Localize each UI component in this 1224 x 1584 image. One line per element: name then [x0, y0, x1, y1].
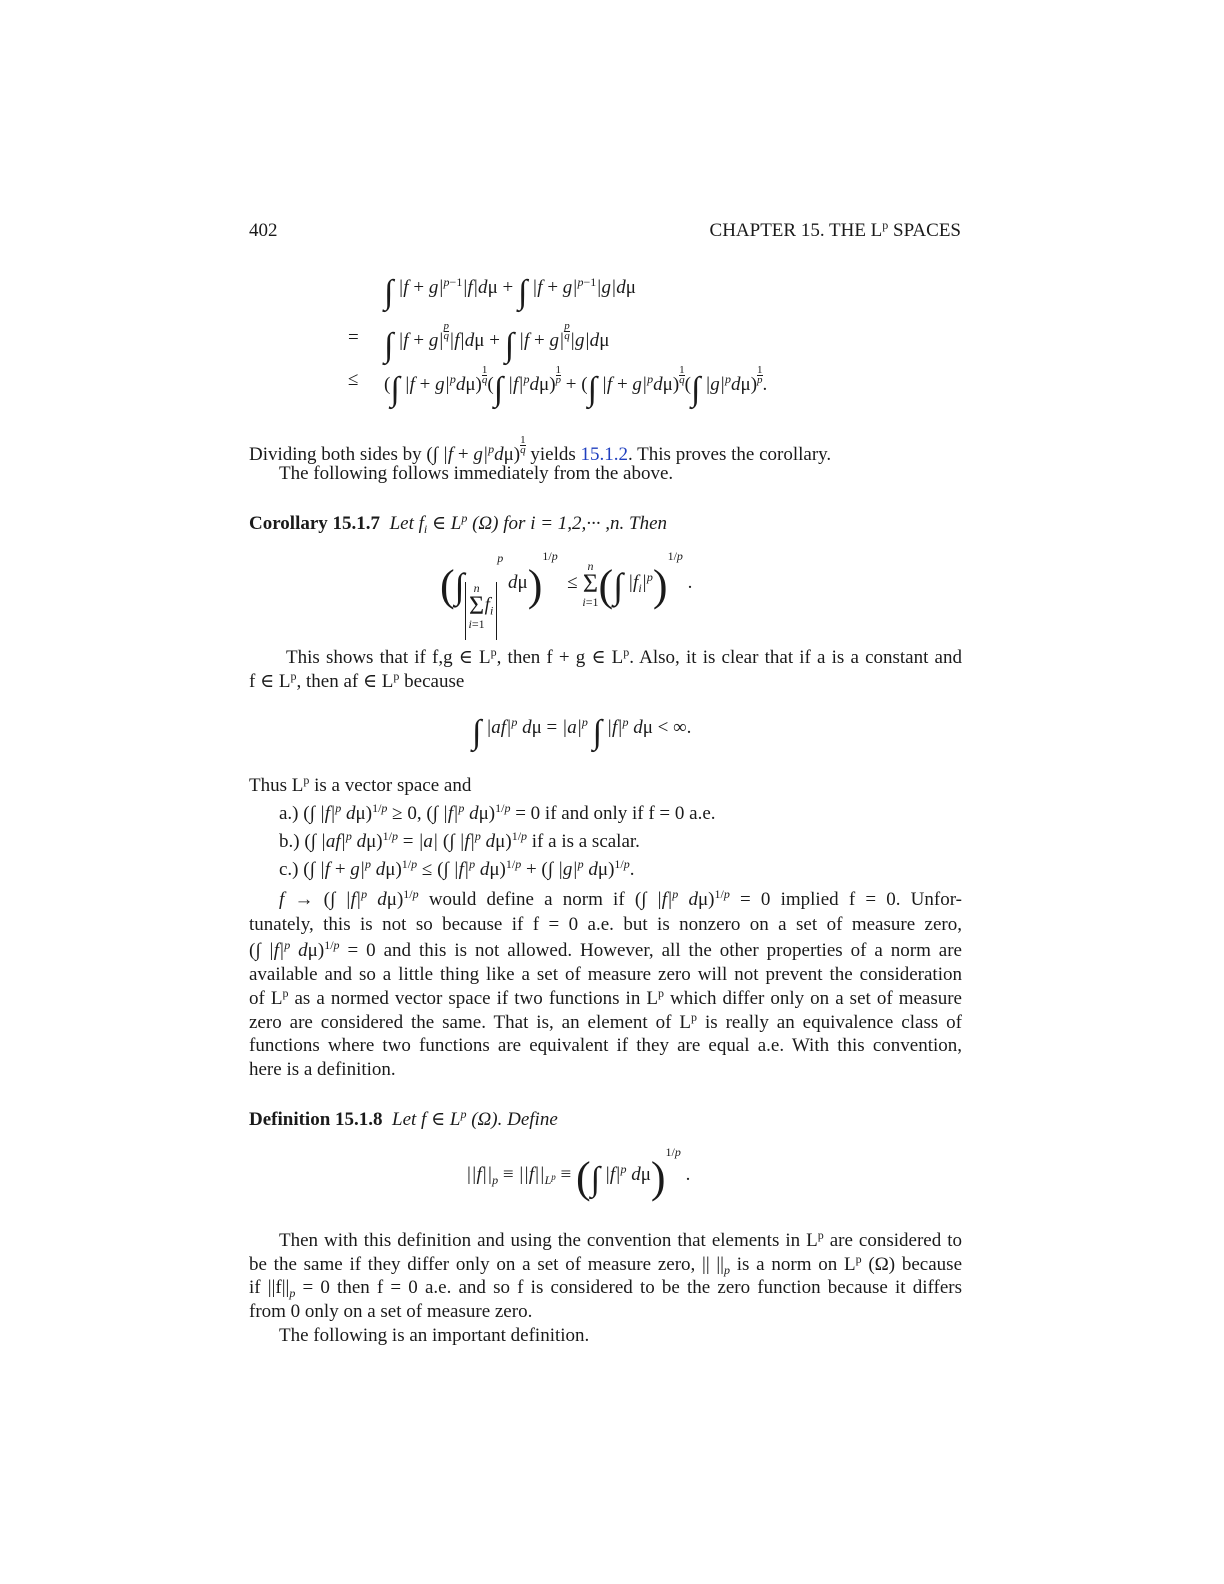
- scalar-integral-equation: ∫ $|af|^p$ $d\mu = |a|^p$ ∫ $|f|^p$ dμ < ∞.: [472, 714, 692, 751]
- paragraph-then-l4: from 0 only on a set of measure zero.: [249, 1301, 533, 1322]
- chapter-title-sup: p: [882, 218, 889, 232]
- page-number: 402: [249, 220, 278, 241]
- equation-line-3: ≤ (∫ $|f + g|^pd\mu$) $\frac{1}{q}$ (∫ $|f|^pd\mu$) $\frac{1}{p}$ + (∫ $|f + g|^pd\mu$) $\frac{1}{q}$ (∫ $|g|^pd\mu$) $\frac{1}{p}$ .: [348, 364, 768, 408]
- paragraph-norm-l7: functions where two functions are equivalent if they are equal a.e. With this convention,: [249, 1035, 962, 1056]
- equation-line-2: = ∫ |f + g| $\frac{p}{q}$ |f|dμ + ∫ |f + g| $\frac{p}{q}$ |g|dμ: [348, 320, 610, 364]
- paragraph-norm-l8: here is a definition.: [249, 1059, 396, 1080]
- paragraph-norm-l3: (∫ $|f|^p$ dμ)$^{1/p}$ = 0 and this is not allowed. However, all the other properties of a norm are: [249, 938, 962, 961]
- paragraph-then-l3: if $||f||_p = 0$ then f = 0 a.e. and so f is considered to be the zero function because it differs: [249, 1277, 963, 1300]
- paragraph-dividing: Dividing both sides by (∫ $|f + g|^pd\mu$) $\frac{1}{q}$ yields 15.1.2. This proves the corollary.: [249, 434, 832, 465]
- paragraph-norm-l6: zero are considered the same. That is, an element of $L^p$ is really an equivalence class of: [249, 1010, 963, 1033]
- paragraph-norm-l5: of $L^p$ as a normed vector space if two functions in $L^p$ which differ only on a set of measure: [249, 986, 962, 1009]
- equation-chain: [348, 276, 908, 410]
- corollary-15-1-7: Corollary 15.1.7 Let $f_i$ ∈ $L^p$ (Ω) for i = 1,2,··· ,n. Then: [249, 511, 668, 536]
- running-header: [710, 220, 961, 242]
- paragraph-then-l2: be the same if they differ only on a set of measure zero, || $||_p$ is a norm on $L^p$ (Ω) because: [249, 1252, 962, 1277]
- corollary-inequality: (∫ n Σ $i=1f_i^p$ dμ)$^{1/p}$ ≤ n Σ i=1(∫ $|f_i|^p)^{1/p}$ .: [440, 556, 780, 626]
- paragraph-vector-space: Thus $L^p$ is a vector space and: [249, 773, 472, 796]
- definition-label: Definition 15.1.8: [249, 1109, 383, 1130]
- corollary-label: Corollary 15.1.7: [249, 513, 381, 534]
- paragraph-shows-line2: f ∈ $L^p$, then af ∈ $L^p$ because: [249, 669, 465, 692]
- equation-line-1: ∫ $|f + g|^{p-1}|f|d\mu$ + ∫ $|f + g|^{p-1}|g|d\mu$: [384, 274, 636, 311]
- chapter-title: CHAPTER 15. THE L: [709, 220, 883, 241]
- paragraph-norm-l4: available and so a little thing like a set of measure zero will not prevent the consideration: [249, 964, 962, 985]
- definition-15-1-8: Definition 15.1.8 Let f ∈ $L^p$ (Ω). Define: [249, 1107, 558, 1130]
- paragraph-norm-l2: tunately, this is not so because if f = 0 a.e. but is nonzero on a set of measure zero,: [249, 914, 962, 935]
- paragraph-follows: The following follows immediately from the above.: [279, 463, 674, 484]
- norm-definition-equation: $||f||_p \equiv ||f||_{L^p}$ ≡ (∫ $|f|^p$ dμ)$^{1/p}$ .: [466, 1145, 691, 1202]
- property-c: c.) (∫ $|f + g|^p$ dμ)$^{1/p}$ ≤ (∫ $|f|^p$ dμ)$^{1/p}$ + (∫ $|g|^p$ dμ)$^{1/p}$.: [279, 857, 635, 880]
- paragraph-then-l1: Then with this definition and using the convention that elements in $L^p$ are considered to: [279, 1228, 962, 1251]
- paragraph-important: The following is an important definition.: [279, 1325, 590, 1346]
- property-a: a.) (∫ $|f|^p$ dμ)$^{1/p}$ ≥ 0, (∫ $|f|^p$ dμ)$^{1/p}$ = 0 if and only if f = 0 a.e.: [279, 801, 716, 824]
- paragraph-shows: This shows that if f,g ∈ $L^p$, then f + g ∈ $L^p$. Also, it is clear that if a is a constant and: [286, 645, 962, 668]
- chapter-title-tail: SPACES: [888, 220, 961, 241]
- equation-reference-link[interactable]: 15.1.2: [580, 444, 629, 465]
- property-b: b.) (∫ $|af|^p$ dμ)$^{1/p}$ = |a| (∫ $|f|^p$ dμ)$^{1/p}$ if a is a scalar.: [279, 829, 640, 852]
- paragraph-norm-l1: f → (∫ $|f|^p$ dμ)$^{1/p}$ would define a norm if (∫ $|f|^p$ dμ)$^{1/p}$ = 0 implied f = 0. Unfor-: [279, 887, 962, 910]
